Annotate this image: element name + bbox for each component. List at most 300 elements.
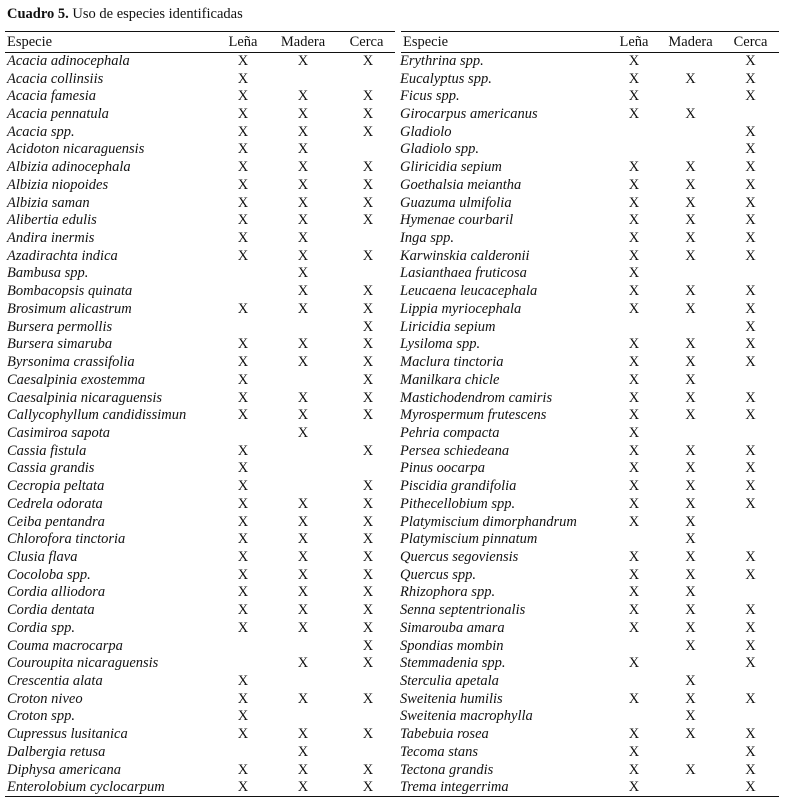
lena-mark-left: [218, 283, 268, 301]
species-name-left: Bursera permollis: [7, 318, 113, 335]
cerca-mark-left: [338, 708, 398, 726]
species-name-left: Couma macrocarpa: [7, 637, 123, 654]
cerca-mark-left: X: [362, 123, 374, 140]
cerca-mark-right: X: [745, 548, 756, 565]
cerca-mark-right: X: [745, 194, 756, 211]
table-row: [5, 336, 779, 354]
cerca-mark-right: [722, 513, 779, 531]
madera-mark-right: X: [685, 176, 696, 193]
species-name-right: Pithecellobium spp.: [400, 495, 516, 512]
madera-mark-left: X: [297, 531, 309, 548]
madera-mark-right: [659, 123, 722, 141]
lena-mark-left: X: [237, 548, 249, 565]
cerca-mark-right: X: [745, 318, 756, 335]
madera-mark-left: X: [297, 106, 309, 123]
madera-mark-right: X: [685, 566, 696, 583]
species-name-left: Bambusa spp.: [7, 265, 89, 282]
cerca-mark-left: X: [362, 212, 374, 229]
cerca-mark-right: X: [745, 141, 756, 158]
cerca-mark-right: [722, 673, 779, 691]
lena-mark-right: X: [628, 619, 640, 636]
cerca-mark-right: X: [745, 602, 756, 619]
lena-mark-left: [218, 637, 268, 655]
species-name-right: Quercus segoviensis: [400, 548, 519, 565]
lena-mark-left: X: [237, 495, 249, 512]
madera-mark-right: X: [685, 495, 696, 512]
madera-mark-right: X: [685, 336, 696, 353]
species-name-left: Byrsonima crassifolia: [7, 354, 135, 371]
cerca-mark-left: X: [362, 176, 374, 193]
species-name-left: Chlorofora tinctoria: [7, 531, 126, 548]
cerca-mark-left: X: [362, 637, 374, 654]
header-especie-left: Especie: [5, 32, 218, 53]
cerca-mark-left: X: [362, 531, 374, 548]
lena-mark-right: X: [628, 442, 640, 459]
table-row: [5, 566, 779, 584]
lena-mark-right: X: [628, 478, 640, 495]
table-row: [5, 460, 779, 478]
madera-mark-left: X: [297, 407, 309, 424]
madera-mark-right: X: [685, 602, 696, 619]
species-name-left: Clusia flava: [7, 548, 78, 565]
lena-mark-right: X: [609, 779, 659, 797]
cerca-mark-right: X: [745, 690, 756, 707]
madera-mark-left: X: [297, 159, 309, 176]
table-row: [5, 637, 779, 655]
madera-mark-right: X: [685, 673, 696, 690]
cerca-mark-left: X: [362, 53, 374, 70]
cerca-mark-left: X: [362, 761, 374, 778]
madera-mark-right: X: [685, 726, 696, 743]
cerca-mark-left: [338, 230, 398, 248]
cerca-mark-left: X: [362, 194, 374, 211]
madera-mark-right: X: [685, 548, 696, 565]
cerca-mark-right: X: [745, 354, 756, 371]
cerca-mark-left: X: [362, 283, 374, 300]
species-name-right: Gladiolo: [400, 123, 452, 140]
madera-mark-right: X: [685, 371, 696, 388]
cerca-mark-right: X: [745, 176, 756, 193]
cerca-mark-left: X: [362, 407, 374, 424]
cerca-mark-right: X: [745, 123, 756, 140]
lena-mark-left: X: [237, 690, 249, 707]
table-row: [5, 602, 779, 620]
species-name-right: Karwinskia calderonii: [400, 247, 530, 264]
species-name-right: Inga spp.: [400, 230, 454, 247]
lena-mark-left: X: [237, 584, 249, 601]
species-name-left: Dalbergia retusa: [7, 743, 106, 760]
madera-mark-left: X: [297, 619, 309, 636]
lena-mark-right: [609, 637, 659, 655]
madera-mark-right: X: [685, 407, 696, 424]
lena-mark-right: X: [628, 70, 640, 87]
madera-mark-right: [659, 265, 722, 283]
madera-mark-left: [268, 371, 338, 389]
cerca-mark-left: X: [362, 247, 374, 264]
madera-mark-left: [268, 442, 338, 460]
cerca-mark-right: X: [745, 159, 756, 176]
madera-mark-left: X: [297, 566, 309, 583]
table-row: [5, 301, 779, 319]
species-name-left: Cedrela odorata: [7, 495, 103, 512]
table-row: [5, 673, 779, 691]
species-name-left: Albizia adinocephala: [7, 159, 131, 176]
table-row: [5, 584, 779, 602]
lena-mark-left: X: [237, 761, 249, 778]
table-header: [5, 32, 779, 53]
table-row: [5, 123, 779, 141]
lena-mark-left: X: [237, 176, 249, 193]
madera-mark-right: [659, 88, 722, 106]
table-row: [5, 549, 779, 567]
table-row: [5, 230, 779, 248]
header-especie-right: Especie: [398, 32, 609, 53]
cerca-mark-right: X: [745, 53, 756, 70]
cerca-mark-right: [722, 584, 779, 602]
lena-mark-right: X: [628, 548, 640, 565]
table-row: [5, 247, 779, 265]
table-row: [5, 531, 779, 549]
lena-mark-left: X: [237, 619, 249, 636]
species-name-right: Persea schiedeana: [400, 442, 510, 459]
species-name-right: Sterculia apetala: [400, 673, 499, 690]
lena-mark-left: X: [237, 513, 249, 530]
lena-mark-right: X: [628, 602, 640, 619]
madera-mark-right: X: [685, 761, 696, 778]
lena-mark-left: X: [237, 106, 249, 123]
header-madera-right: Madera: [659, 32, 722, 53]
lena-mark-right: [609, 123, 659, 141]
lena-mark-left: X: [237, 354, 249, 371]
species-name-left: Acacia famesia: [7, 88, 96, 105]
lena-mark-right: X: [628, 513, 640, 530]
madera-mark-right: X: [685, 354, 696, 371]
species-name-left: Caesalpinia exostemma: [7, 371, 146, 388]
species-name-left: Albizia saman: [7, 194, 90, 211]
lena-mark-right: X: [628, 495, 640, 512]
lena-mark-left: X: [237, 371, 249, 388]
madera-mark-right: X: [685, 460, 696, 477]
table-caption: [7, 5, 243, 23]
madera-mark-left: [268, 318, 338, 336]
madera-mark-left: X: [268, 779, 338, 797]
cerca-mark-left: X: [362, 495, 374, 512]
species-name-right: Gliricidia sepium: [400, 159, 502, 176]
madera-mark-right: [659, 318, 722, 336]
madera-mark-left: X: [297, 602, 309, 619]
species-name-right: Guazuma ulmifolia: [400, 194, 512, 211]
species-use-table-wrapper: [5, 31, 779, 797]
species-name-right: Liricidia sepium: [400, 318, 496, 335]
cerca-mark-right: X: [722, 779, 779, 797]
table-row: [5, 620, 779, 638]
species-name-left: Ceiba pentandra: [7, 513, 105, 530]
cerca-mark-right: X: [745, 442, 756, 459]
species-name-left: Andira inermis: [7, 230, 95, 247]
species-name-left: Diphysa americana: [7, 761, 121, 778]
lena-mark-right: X: [628, 460, 640, 477]
lena-mark-left: [218, 425, 268, 443]
cerca-mark-right: X: [745, 389, 756, 406]
madera-mark-right: X: [685, 106, 696, 123]
lena-mark-left: X: [237, 726, 249, 743]
cerca-mark-left: X: [362, 389, 374, 406]
madera-mark-left: X: [297, 548, 309, 565]
lena-mark-left: X: [237, 336, 249, 353]
lena-mark-left: X: [237, 460, 249, 477]
cerca-mark-right: X: [745, 478, 756, 495]
madera-mark-right: X: [685, 708, 696, 725]
madera-mark-left: X: [297, 495, 309, 512]
table-row: [5, 53, 779, 71]
table-row: [5, 371, 779, 389]
madera-mark-right: X: [685, 442, 696, 459]
cerca-mark-left: [338, 70, 398, 88]
madera-mark-left: X: [297, 726, 309, 743]
header-cerca-right: Cerca: [722, 32, 779, 53]
cerca-mark-right: X: [745, 761, 756, 778]
species-name-left: Croton niveo: [7, 690, 83, 707]
madera-mark-right: X: [685, 389, 696, 406]
madera-mark-right: X: [685, 300, 696, 317]
table-row: [5, 141, 779, 159]
madera-mark-right: [659, 141, 722, 159]
madera-mark-left: [268, 478, 338, 496]
cerca-mark-right: X: [745, 460, 756, 477]
cerca-mark-left: [338, 673, 398, 691]
cerca-mark-left: X: [362, 548, 374, 565]
table-body: [5, 53, 779, 797]
lena-mark-left: X: [237, 212, 249, 229]
madera-mark-left: [268, 70, 338, 88]
cerca-mark-left: [338, 744, 398, 762]
table-row: [5, 478, 779, 496]
species-name-left: Cupressus lusitanica: [7, 726, 128, 743]
species-name-right: Tecoma stans: [400, 743, 479, 760]
table-row: [5, 354, 779, 372]
species-name-left: Couroupita nicaraguensis: [7, 655, 159, 672]
madera-mark-right: [659, 779, 722, 797]
lena-mark-right: X: [628, 761, 640, 778]
species-name-right: Lasianthaea fruticosa: [400, 265, 527, 282]
lena-mark-right: X: [628, 566, 640, 583]
table-row: [5, 70, 779, 88]
species-name-right: Sweitenia macrophylla: [400, 708, 533, 725]
lena-mark-left: X: [237, 247, 249, 264]
table-row: [5, 318, 779, 336]
cerca-mark-right: X: [745, 247, 756, 264]
lena-mark-right: X: [628, 265, 640, 282]
species-name-right: Platymiscium pinnatum: [400, 531, 538, 548]
madera-mark-right: X: [685, 230, 696, 247]
table-row: [5, 655, 779, 673]
table-row: [5, 779, 779, 797]
species-name-right: Eucalyptus spp.: [400, 70, 492, 87]
madera-mark-right: X: [685, 531, 696, 548]
cerca-mark-right: [722, 265, 779, 283]
lena-mark-left: X: [237, 70, 249, 87]
cerca-mark-left: X: [338, 779, 398, 797]
lena-mark-right: X: [628, 336, 640, 353]
madera-mark-right: [659, 425, 722, 443]
cerca-mark-left: X: [362, 602, 374, 619]
species-name-left: Croton spp.: [7, 708, 75, 725]
lena-mark-right: X: [628, 354, 640, 371]
madera-mark-left: X: [297, 247, 309, 264]
lena-mark-right: X: [628, 371, 640, 388]
lena-mark-left: X: [237, 602, 249, 619]
madera-mark-left: X: [297, 283, 309, 300]
species-name-right: Platymiscium dimorphandrum: [400, 513, 577, 530]
lena-mark-left: X: [237, 673, 249, 690]
madera-mark-left: X: [297, 300, 309, 317]
table-row: [5, 442, 779, 460]
madera-mark-right: X: [685, 283, 696, 300]
madera-mark-left: X: [297, 265, 309, 282]
species-use-table: [5, 31, 779, 797]
lena-mark-right: X: [628, 194, 640, 211]
table-row: [5, 177, 779, 195]
table-row: [5, 212, 779, 230]
species-name-right: Simarouba amara: [400, 619, 505, 636]
cerca-mark-right: [722, 708, 779, 726]
species-name-right: Girocarpus americanus: [400, 106, 538, 123]
lena-mark-left: [218, 744, 268, 762]
species-name-right: Lippia myriocephala: [400, 300, 522, 317]
species-name-left: Cassia fistula: [7, 442, 87, 459]
header-row: [5, 32, 779, 53]
cerca-mark-right: [722, 106, 779, 124]
species-name-right: Trema integerrima: [398, 779, 609, 797]
cerca-mark-left: X: [362, 655, 374, 672]
madera-mark-right: X: [685, 247, 696, 264]
table-row: [5, 761, 779, 779]
madera-mark-right: X: [685, 159, 696, 176]
table-row: [5, 106, 779, 124]
madera-mark-right: [659, 53, 722, 71]
lena-mark-left: X: [237, 159, 249, 176]
species-name-left: Casimiroa sapota: [7, 424, 110, 441]
lena-mark-left: X: [237, 566, 249, 583]
species-name-left: Acacia spp.: [7, 123, 75, 140]
caption-text: Uso de especies identificadas: [68, 6, 243, 22]
cerca-mark-left: X: [362, 354, 374, 371]
species-name-right: Goethalsia meiantha: [400, 176, 522, 193]
species-name-left: Cecropia peltata: [7, 478, 105, 495]
species-name-right: Piscidia grandifolia: [400, 478, 517, 495]
lena-mark-right: [609, 318, 659, 336]
cerca-mark-right: X: [745, 637, 756, 654]
species-name-right: Hymenae courbaril: [400, 212, 514, 229]
species-name-right: Maclura tinctoria: [400, 354, 504, 371]
lena-mark-left: X: [237, 478, 249, 495]
cerca-mark-left: [338, 460, 398, 478]
species-name-left: Crescentia alata: [7, 673, 103, 690]
table-row: [5, 708, 779, 726]
madera-mark-right: X: [685, 212, 696, 229]
species-name-left: Callycophyllum candidissimun: [7, 407, 187, 424]
header-lena-left: Leña: [218, 32, 268, 53]
species-name-left: Albizia niopoides: [7, 176, 109, 193]
lena-mark-left: X: [237, 531, 249, 548]
madera-mark-left: X: [297, 141, 309, 158]
madera-mark-right: X: [685, 194, 696, 211]
species-name-right: Manilkara chicle: [400, 371, 500, 388]
lena-mark-right: X: [628, 176, 640, 193]
species-name-left: Acidoton nicaraguensis: [7, 141, 145, 158]
madera-mark-right: [659, 744, 722, 762]
madera-mark-right: X: [685, 478, 696, 495]
cerca-mark-right: X: [745, 70, 756, 87]
lena-mark-left: [218, 265, 268, 283]
table-row: [5, 265, 779, 283]
table-row: [5, 513, 779, 531]
cerca-mark-right: X: [745, 230, 756, 247]
header-lena-right: Leña: [609, 32, 659, 53]
table-row: [5, 389, 779, 407]
madera-mark-right: X: [685, 619, 696, 636]
species-name-right: Rhizophora spp.: [400, 584, 496, 601]
lena-mark-left: X: [237, 300, 249, 317]
lena-mark-left: X: [237, 708, 249, 725]
cerca-mark-right: X: [745, 88, 756, 105]
madera-mark-left: X: [297, 354, 309, 371]
lena-mark-right: X: [628, 247, 640, 264]
lena-mark-right: [609, 141, 659, 159]
caption-number: Cuadro 5.: [7, 6, 69, 22]
madera-mark-left: X: [297, 389, 309, 406]
table-row: [5, 283, 779, 301]
species-name-left: Cordia dentata: [7, 602, 95, 619]
species-name-right: Erythrina spp.: [400, 53, 484, 70]
lena-mark-left: X: [237, 53, 249, 70]
cerca-mark-right: [722, 531, 779, 549]
madera-mark-left: X: [297, 53, 309, 70]
madera-mark-left: [268, 460, 338, 478]
species-name-left: Brosimum alicastrum: [7, 300, 132, 317]
species-name-left: Cocoloba spp.: [7, 566, 91, 583]
species-name-left: Acacia collinsiis: [7, 70, 104, 87]
cerca-mark-left: X: [362, 566, 374, 583]
lena-mark-right: X: [628, 53, 640, 70]
lena-mark-left: [218, 318, 268, 336]
madera-mark-left: X: [297, 212, 309, 229]
table-row: [5, 690, 779, 708]
madera-mark-left: X: [297, 230, 309, 247]
species-name-right: Pehria compacta: [400, 424, 500, 441]
lena-mark-right: [609, 531, 659, 549]
lena-mark-right: X: [628, 743, 640, 760]
cerca-mark-left: X: [362, 584, 374, 601]
cerca-mark-right: X: [745, 495, 756, 512]
lena-mark-right: X: [628, 212, 640, 229]
species-name-right: Mastichodendrom camiris: [400, 389, 553, 406]
header-madera-left: Madera: [268, 32, 338, 53]
cerca-mark-left: X: [362, 690, 374, 707]
madera-mark-left: X: [297, 336, 309, 353]
lena-mark-left: X: [237, 442, 249, 459]
madera-mark-left: X: [297, 761, 309, 778]
cerca-mark-right: X: [745, 212, 756, 229]
lena-mark-right: X: [628, 407, 640, 424]
species-name-left: Enterolobium cyclocarpum: [5, 779, 218, 797]
cerca-mark-right: X: [745, 619, 756, 636]
species-name-right: Tabebuia rosea: [400, 726, 489, 743]
species-name-left: Acacia pennatula: [7, 106, 109, 123]
table-row: [5, 407, 779, 425]
species-name-right: Pinus oocarpa: [400, 460, 485, 477]
madera-mark-left: [268, 673, 338, 691]
